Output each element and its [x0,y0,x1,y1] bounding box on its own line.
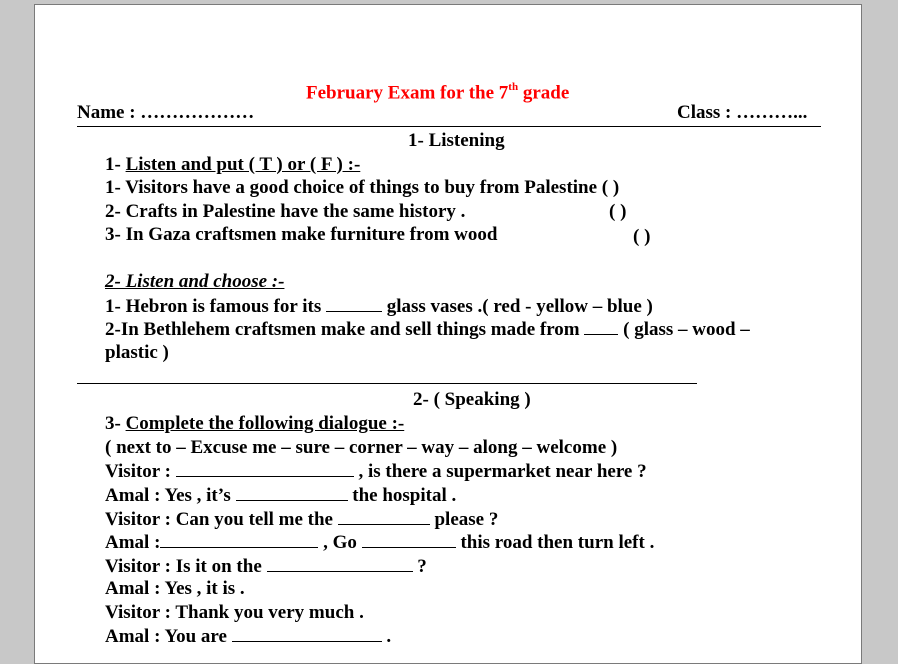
choose-item-1: 1- Hebron is famous for its glass vases .( red - yellow – blue ) [105,296,653,317]
answer-blank [326,295,382,312]
answer-blank [267,555,413,572]
choose-item-2-continued: plastic ) [105,342,169,363]
tf-item-1: 1- Visitors have a good choice of things to buy from Palestine ( ) [105,177,620,198]
dialogue-line-1: Visitor : , is there a supermarket near here ? [105,461,647,482]
tf-item-3: 3- In Gaza craftsmen make furniture from wood [105,224,498,245]
dialogue-line-2: Amal : Yes , it’s the hospital . [105,485,457,506]
question-2-title: 2- Listen and choose :- [105,271,285,292]
exam-page [34,4,862,664]
answer-blank [584,318,618,335]
dialogue-line-8: Amal : You are . [105,626,392,647]
exam-title: February Exam for the 7th grade [306,81,570,104]
listening-heading: 1- Listening [408,130,505,151]
answer-blank [160,531,318,548]
tf-paren-3: ( ) [633,226,651,247]
tf-paren-2: ( ) [609,201,627,222]
answer-blank [236,484,348,501]
tf-item-2: 2- Crafts in Palestine have the same history . [105,201,466,222]
dialogue-line-7: Visitor : Thank you very much . [105,602,364,623]
question-3-title: 3- Complete the following dialogue :- [105,413,405,434]
choose-item-2: 2-In Bethlehem craftsmen make and sell things made from ( glass – wood – [105,319,750,340]
answer-blank [362,531,456,548]
section-divider [77,383,697,384]
header-rule [77,126,821,127]
word-bank: ( next to – Excuse me – sure – corner – way – along – welcome ) [105,437,618,458]
answer-blank [232,625,382,642]
class-field: Class : ………... [677,102,808,123]
question-1-title: 1- Listen and put ( T ) or ( F ) :- [105,154,361,175]
dialogue-line-4: Amal : , Go this road then turn left . [105,532,655,553]
dialogue-line-5: Visitor : Is it on the ? [105,556,427,577]
speaking-heading: 2- ( Speaking ) [413,389,531,410]
dialogue-line-3: Visitor : Can you tell me the please ? [105,509,499,530]
answer-blank [338,508,430,525]
answer-blank [176,460,354,477]
dialogue-line-6: Amal : Yes , it is . [105,578,245,599]
name-field: Name : ……………… [77,102,255,123]
